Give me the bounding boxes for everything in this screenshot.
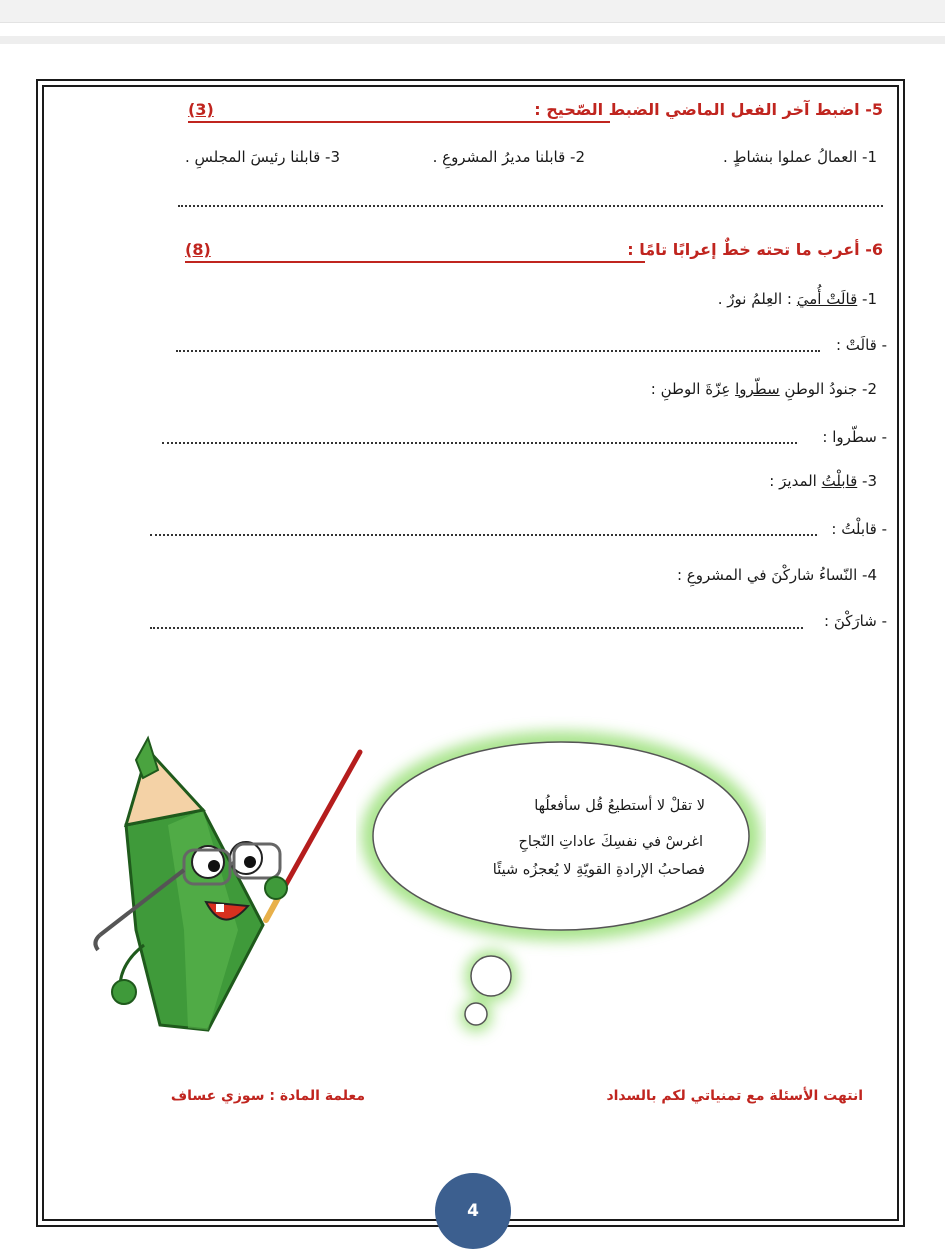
q5-item-3	[185, 148, 340, 166]
q6-item-2-answer-label: - سطّروا :	[822, 428, 887, 446]
q6-title: 6- أعرب ما تحته خطٌ إعرابًا تامًا :	[627, 240, 883, 259]
q6-score: (8)	[185, 240, 211, 259]
page-number-badge	[435, 1173, 511, 1249]
q5-answer-line[interactable]	[178, 205, 883, 207]
q5-title: 5- اضبط آخر الفعل الماضي الضبط الصّحيح :	[534, 100, 883, 119]
q6-item-3-answer-label: - قابلْتُ :	[831, 520, 887, 538]
q6-item-4-num: 4-	[862, 566, 877, 584]
q6-item-1-num: 1-	[862, 290, 877, 308]
q6-item-2-num: 2-	[862, 380, 877, 398]
footer-teacher: معلمة المادة : سوزي عساف	[170, 1088, 365, 1104]
q6-item-2-answer-line[interactable]	[162, 442, 797, 444]
top-divider	[0, 36, 945, 44]
q6-item-3-rest: المديرَ :	[769, 472, 822, 490]
q6-item-2	[651, 380, 877, 398]
q6-item-3-answer-line[interactable]	[150, 534, 817, 536]
page-number: 4	[467, 1201, 479, 1221]
q5-item-3-text: قابلنا رئيسَ المجلسِ .	[184, 148, 326, 166]
q6-item-4	[677, 566, 877, 584]
q6-item-1-underlined: قالَتْ أُميَ	[796, 290, 858, 308]
q5-title-underline	[188, 121, 610, 123]
q5-item-2-num: 2-	[570, 148, 585, 166]
q6-item-4-text: النّساءُ شاركْنَ في المشروعِ :	[676, 566, 863, 584]
q6-item-2-underlined: سطّروا	[735, 380, 780, 398]
q6-title-underline	[185, 261, 645, 263]
q5-score: (3)	[188, 100, 214, 119]
q6-item-3	[769, 472, 877, 490]
q6-item-2-rest: عِزّةَ الوطنِ :	[650, 380, 736, 398]
cloud-line-1: لا تقلْ لا أستطيعُ قُل سأفعلُها	[534, 798, 705, 814]
cloud-line-2: اغرسْ في نفسِكَ عاداتِ النّجاحِ	[518, 834, 703, 850]
cloud-line-3: فصاحبُ الإرادةِ القويّةِ لا يُعجزُه شيئًا	[492, 862, 705, 878]
q6-item-3-underlined: قابلْتُ	[821, 472, 858, 490]
top-toolbar	[0, 0, 945, 23]
q5-item-2	[433, 148, 585, 166]
q5-item-1	[723, 148, 877, 166]
q6-item-2-before: جنودُ الوطنِ	[779, 380, 863, 398]
q6-item-1	[718, 290, 877, 308]
q6-item-1-answer-line[interactable]	[176, 350, 820, 352]
pencil-teacher-illustration	[88, 730, 378, 1050]
q6-item-1-rest: : العِلمُ نورٌ .	[717, 290, 797, 308]
q5-item-1-text: العمالُ عملوا بنشاطٍ .	[723, 148, 863, 166]
q5-item-3-num: 3-	[325, 148, 340, 166]
q6-item-4-answer-line[interactable]	[150, 627, 803, 629]
footer-closing: انتهت الأسئلة مع تمنياتي لكم بالسداد	[606, 1088, 863, 1104]
thought-cloud	[356, 716, 766, 1046]
q5-item-1-num: 1-	[862, 148, 877, 166]
q6-item-1-answer-label: - قالَتْ :	[835, 336, 887, 354]
q5-item-2-text: قابلنا مديرُ المشروعِ .	[432, 148, 571, 166]
q6-item-3-num: 3-	[862, 472, 877, 490]
q6-item-4-answer-label: - شارَكْنَ :	[824, 612, 887, 630]
